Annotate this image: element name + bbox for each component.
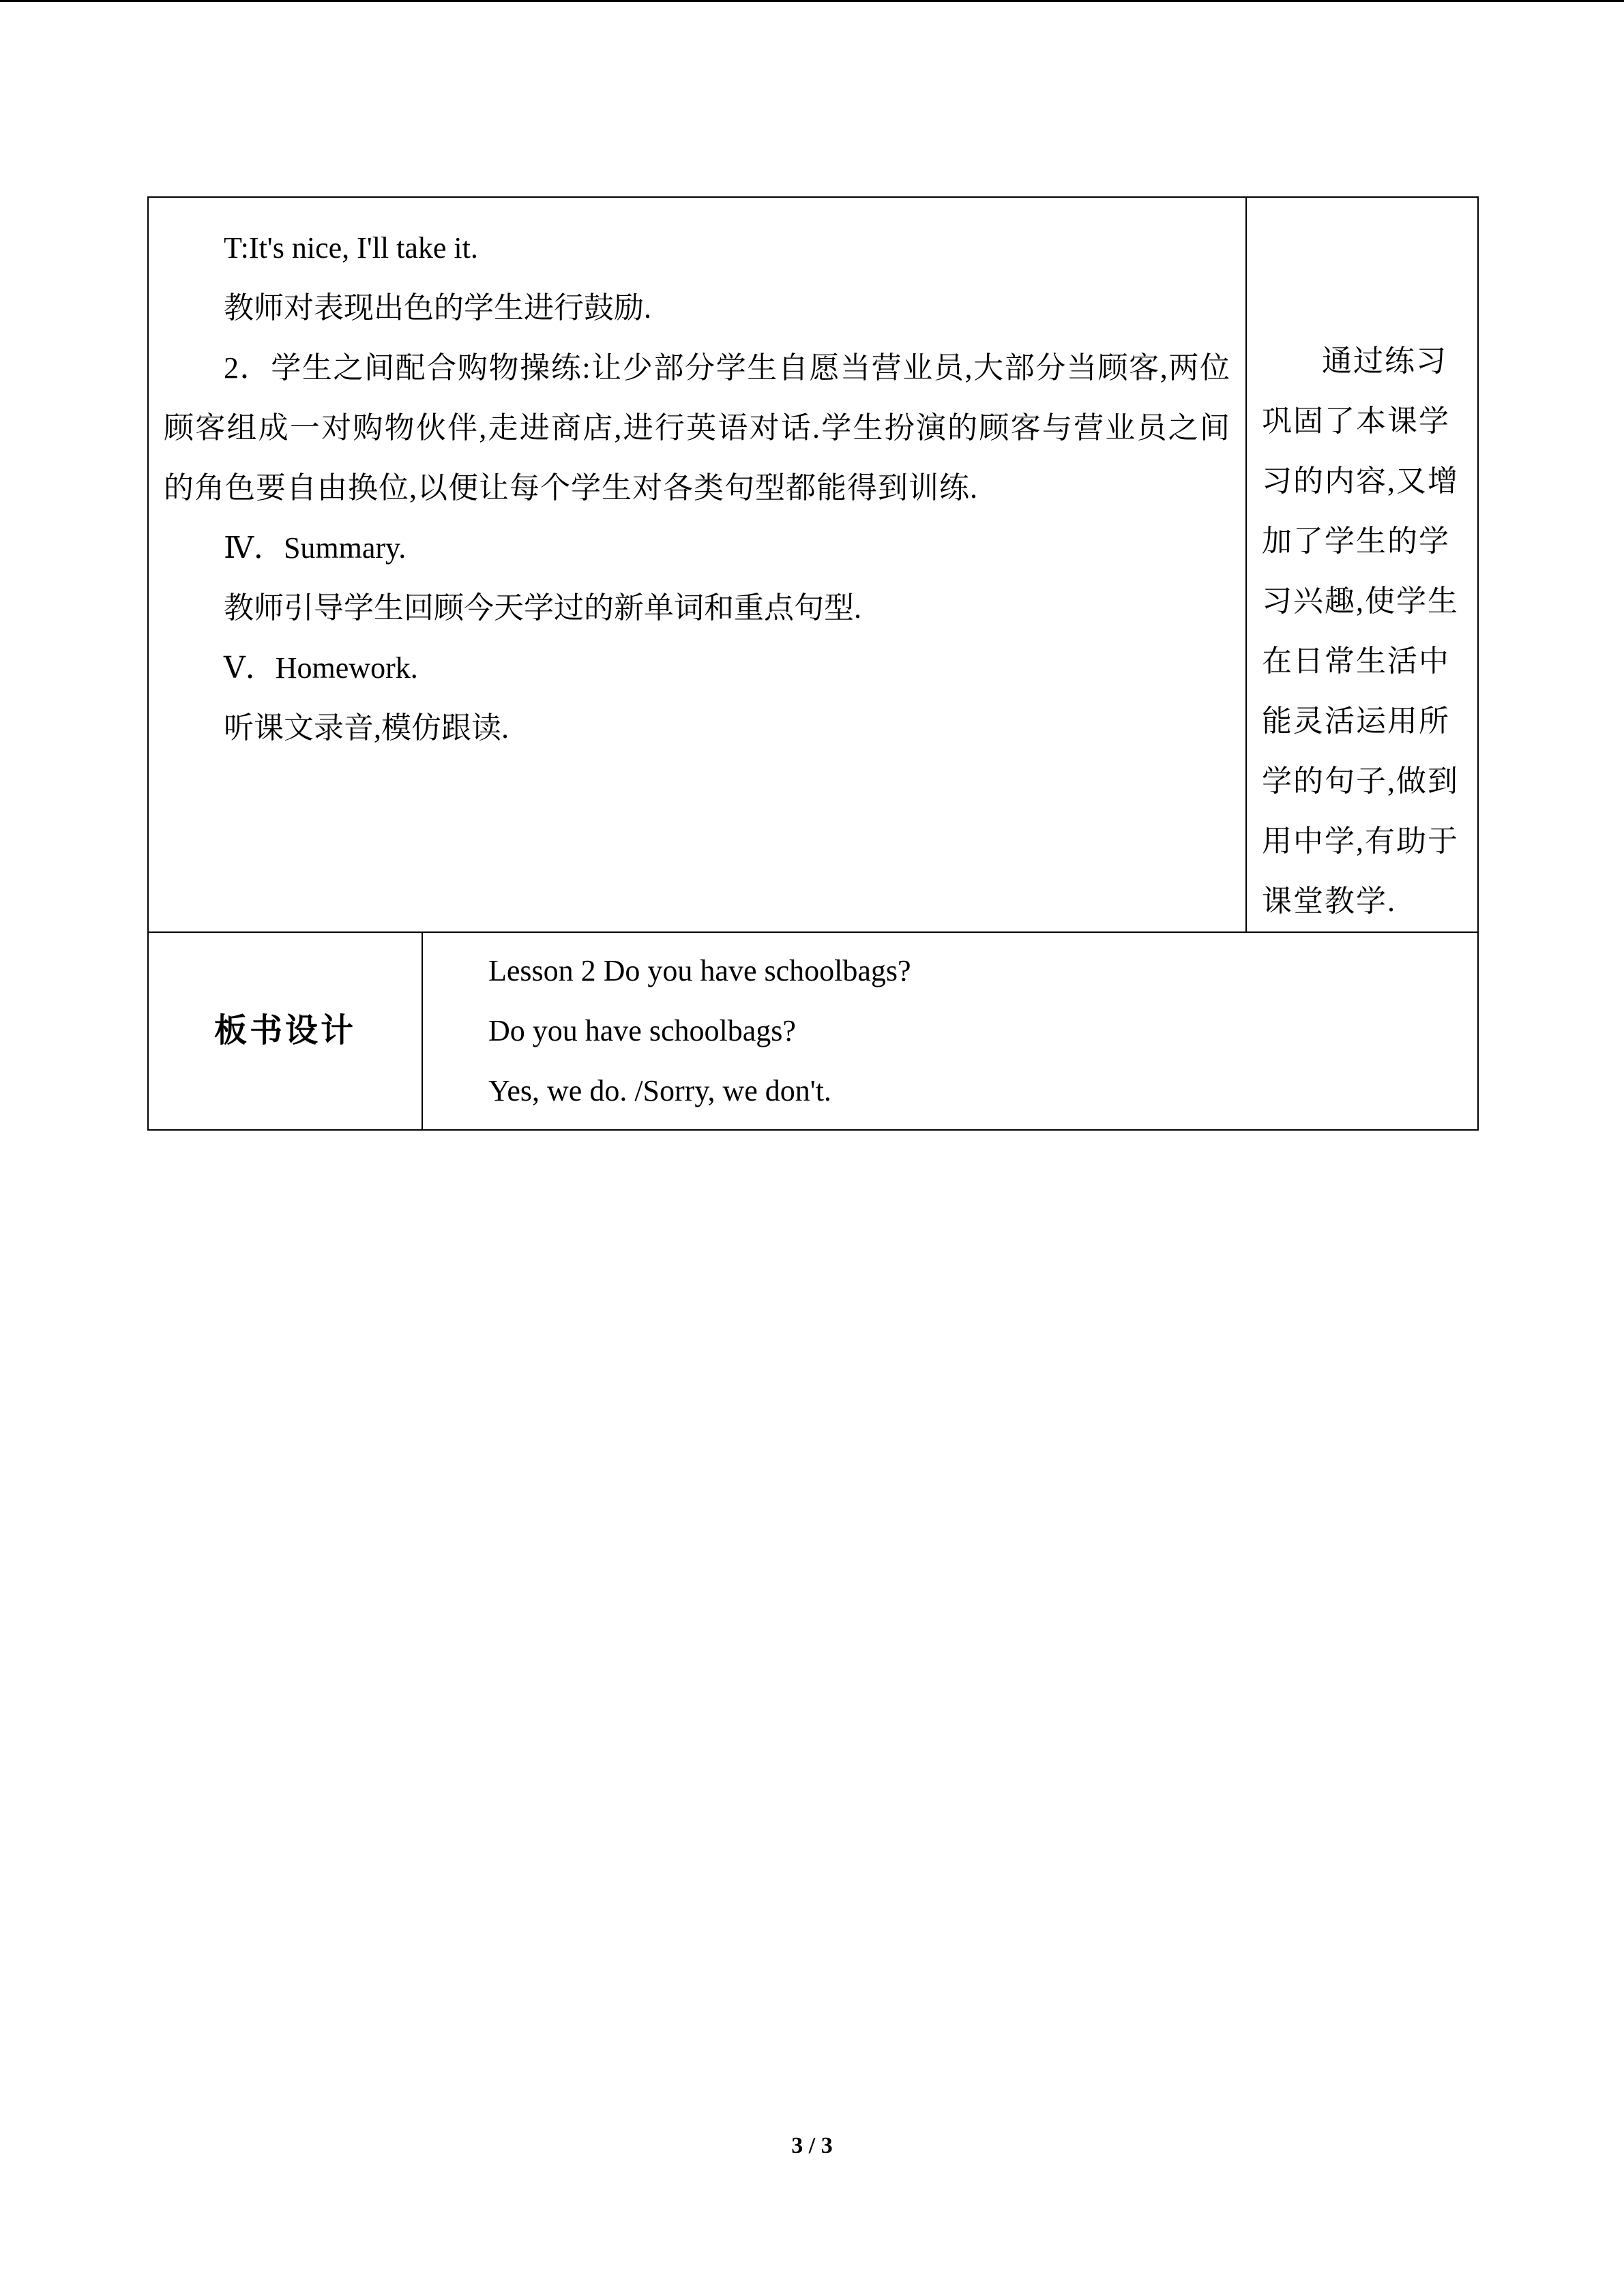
process-paragraph-summary: 教师引导学生回顾今天学过的新单词和重点句型. [224,591,861,625]
design-intent-cell [1246,197,1478,932]
page-number: 3 / 3 [791,2133,833,2158]
teaching-process-row [148,197,1478,932]
process-paragraph-homework: 听课文录音,模仿跟读. [224,711,509,745]
teaching-process-cell [148,197,1246,932]
process-heading-summary: Ⅳ．Summary. [224,531,407,565]
process-heading-homework: Ⅴ．Homework. [224,651,418,685]
board-design-row [148,932,1478,1130]
process-paragraph-dialogue: T:It's nice, I'll take it. [224,231,478,265]
design-intent-text: 通过练习巩固了本课学习的内容,又增加了学生的学习兴趣,使学生在日常生活中能灵活运用所学的句子,做到用中学,有助于课堂教学. [1262,344,1459,918]
board-design-label: 板书设计 [213,1011,356,1049]
board-line-question: Do you have schoolbags? [488,1014,796,1047]
process-paragraph-practice: 2．学生之间配合购物操练:让少部分学生自愿当营业员,大部分当顾客,两位顾客组成一对购物伙伴,走进商店,进行英语对话.学生扮演的顾客与营业员之间的角色要自由换位,以便让每个学生对各类句型都能得到训练. [164,351,1230,505]
process-paragraph-encourage: 教师对表现出色的学生进行鼓励. [224,291,651,325]
page-top-border [0,0,1624,2]
board-design-label-cell [148,932,422,1130]
board-design-content-cell [422,932,1478,1130]
lesson-plan-table [147,196,1479,1131]
board-line-title: Lesson 2 Do you have schoolbags? [488,954,911,987]
board-line-answer: Yes, we do. /Sorry, we don't. [488,1074,831,1107]
